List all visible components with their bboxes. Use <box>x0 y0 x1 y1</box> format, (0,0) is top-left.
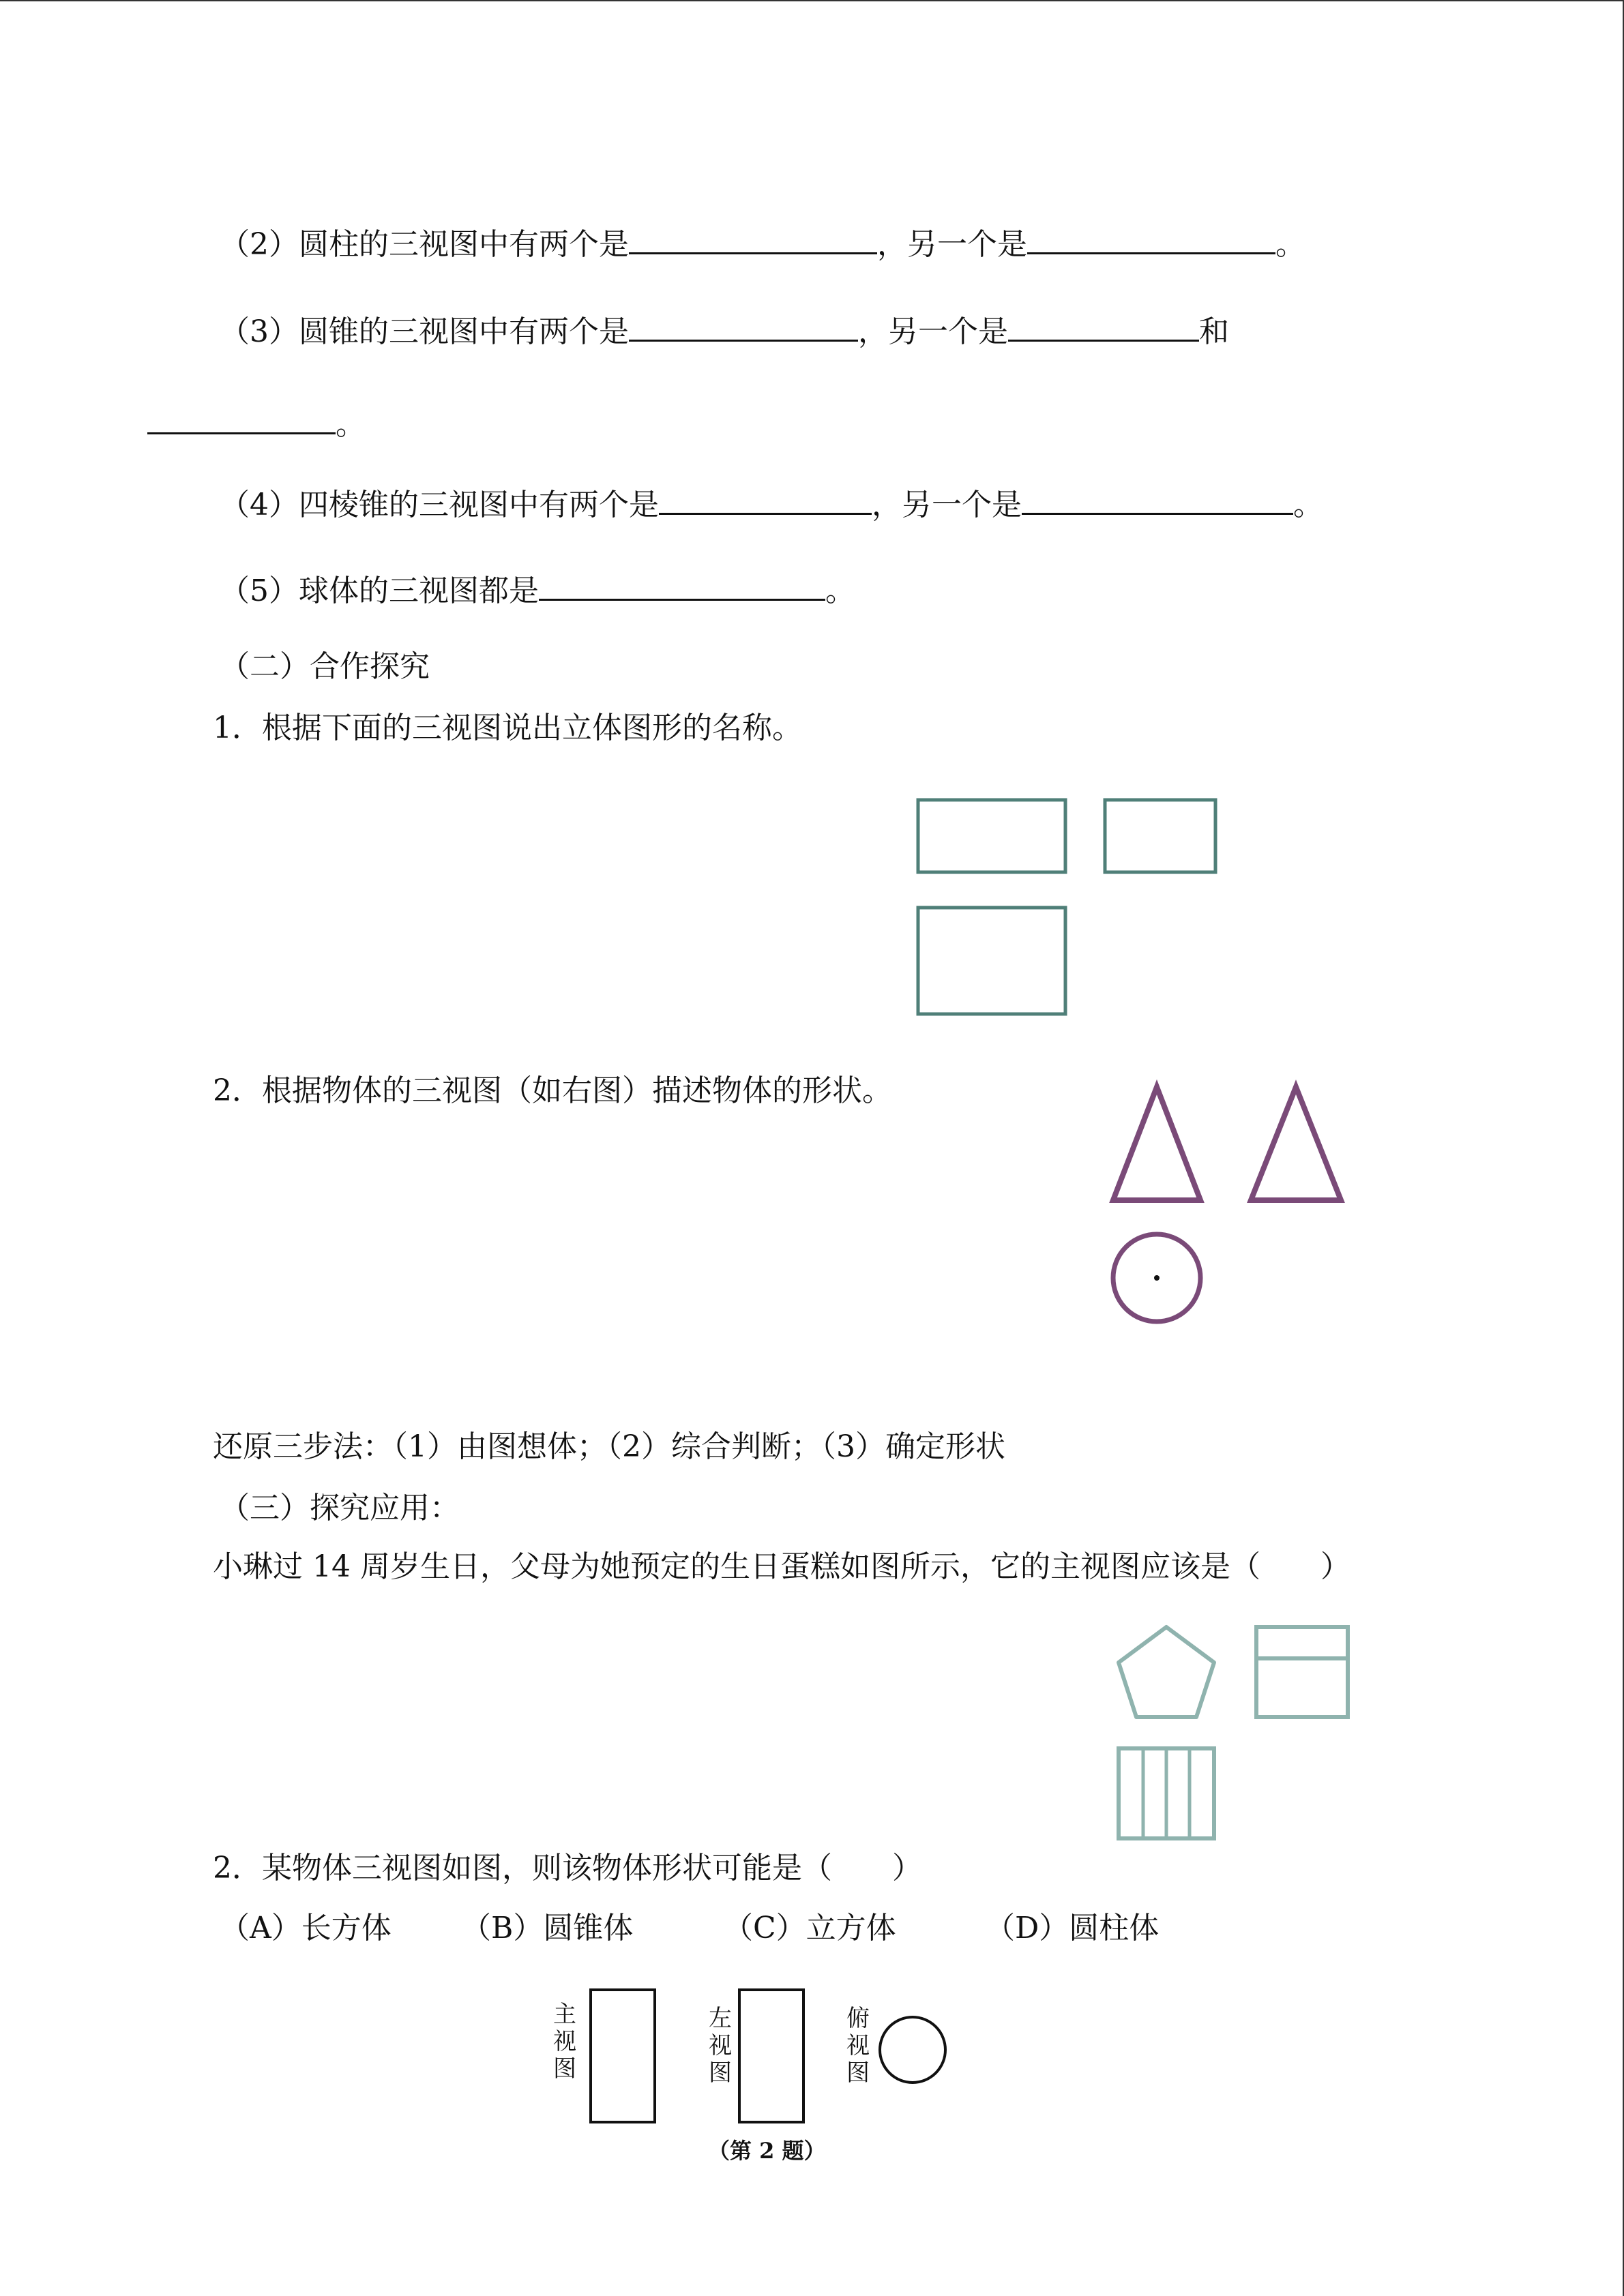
section-2-title: （二）合作探究 <box>220 649 430 684</box>
answer-blank[interactable] <box>659 483 872 515</box>
answer-blank[interactable] <box>147 402 336 434</box>
application-2-text: 2．某物体三视图如图，则该物体形状可能是（ ） <box>213 1851 922 1885</box>
answer-blank[interactable] <box>1027 222 1275 254</box>
question-3-line <box>220 310 1229 351</box>
circle-center-dot <box>1154 1275 1160 1281</box>
question-5-line <box>220 569 855 610</box>
option-b[interactable]: （B）圆锥体 <box>461 1911 634 1945</box>
rectangles-three-views-figure <box>907 794 1228 1026</box>
question-3-text: 和 <box>1199 314 1229 349</box>
figure-caption: （第 2 题） <box>708 2138 826 2164</box>
top-view-label: 俯视图 <box>846 2005 870 2087</box>
question-2-line <box>220 222 1305 264</box>
cylinder-three-views-figure <box>580 1978 955 2141</box>
question-5-text: （5）球体的三视图都是 <box>220 573 539 608</box>
pentagon-view <box>1119 1627 1214 1717</box>
answer-blank[interactable] <box>629 310 858 342</box>
question-4-text: 。 <box>1293 488 1323 522</box>
front-view-rectangle <box>918 800 1065 872</box>
front-view-rectangle <box>591 1990 655 2122</box>
question-4-text: （4）四棱锥的三视图中有两个是 <box>220 488 659 522</box>
exercise-1-text: 1．根据下面的三视图说出立体图形的名称。 <box>213 711 802 745</box>
answer-blank[interactable] <box>1008 310 1199 342</box>
answer-blank[interactable] <box>539 569 825 601</box>
question-4-text: ，另一个是 <box>872 488 1022 522</box>
question-3-text: 。 <box>336 407 366 442</box>
top-view-circle <box>880 2017 945 2083</box>
side-view-rectangle <box>1105 800 1215 872</box>
option-d[interactable]: （D）圆柱体 <box>985 1911 1160 1945</box>
question-2-text: ，另一个是 <box>877 227 1027 262</box>
question-3-text: （3）圆锥的三视图中有两个是 <box>220 314 629 349</box>
application-1-text: 小琳过 14 周岁生日，父母为她预定的生日蛋糕如图所示，它的主视图应该是（ ） <box>213 1549 1350 1584</box>
front-view-label: 主视图 <box>553 2001 576 2083</box>
cake-three-views-figure <box>1105 1616 1357 1848</box>
section-3-title: （三）探究应用： <box>220 1491 460 1525</box>
left-view-label: 左视图 <box>709 2005 732 2087</box>
exercise-2-text: 2．根据物体的三视图（如右图）描述物体的形状。 <box>213 1073 892 1108</box>
left-view-rectangle <box>739 1990 803 2122</box>
rectangle-view <box>1256 1627 1348 1717</box>
answer-blank[interactable] <box>1022 483 1293 515</box>
question-4-line <box>220 483 1323 524</box>
question-2-text: 。 <box>1275 227 1305 262</box>
question-5-text: 。 <box>825 573 855 608</box>
question-3-continuation <box>147 402 366 444</box>
option-a[interactable]: （A）长方体 <box>220 1911 392 1945</box>
question-3-text: ，另一个是 <box>858 314 1008 349</box>
method-text: 还原三步法：（1）由图想体；（2）综合判断；（3）确定形状 <box>213 1429 1005 1464</box>
side-view-triangle <box>1251 1087 1341 1200</box>
cone-three-views-figure <box>1098 1077 1364 1330</box>
front-view-triangle <box>1113 1087 1200 1200</box>
question-2-text: （2）圆柱的三视图中有两个是 <box>220 227 629 262</box>
option-c[interactable]: （C）立方体 <box>723 1911 896 1945</box>
top-view-rectangle <box>918 908 1065 1014</box>
answer-blank[interactable] <box>629 222 877 254</box>
